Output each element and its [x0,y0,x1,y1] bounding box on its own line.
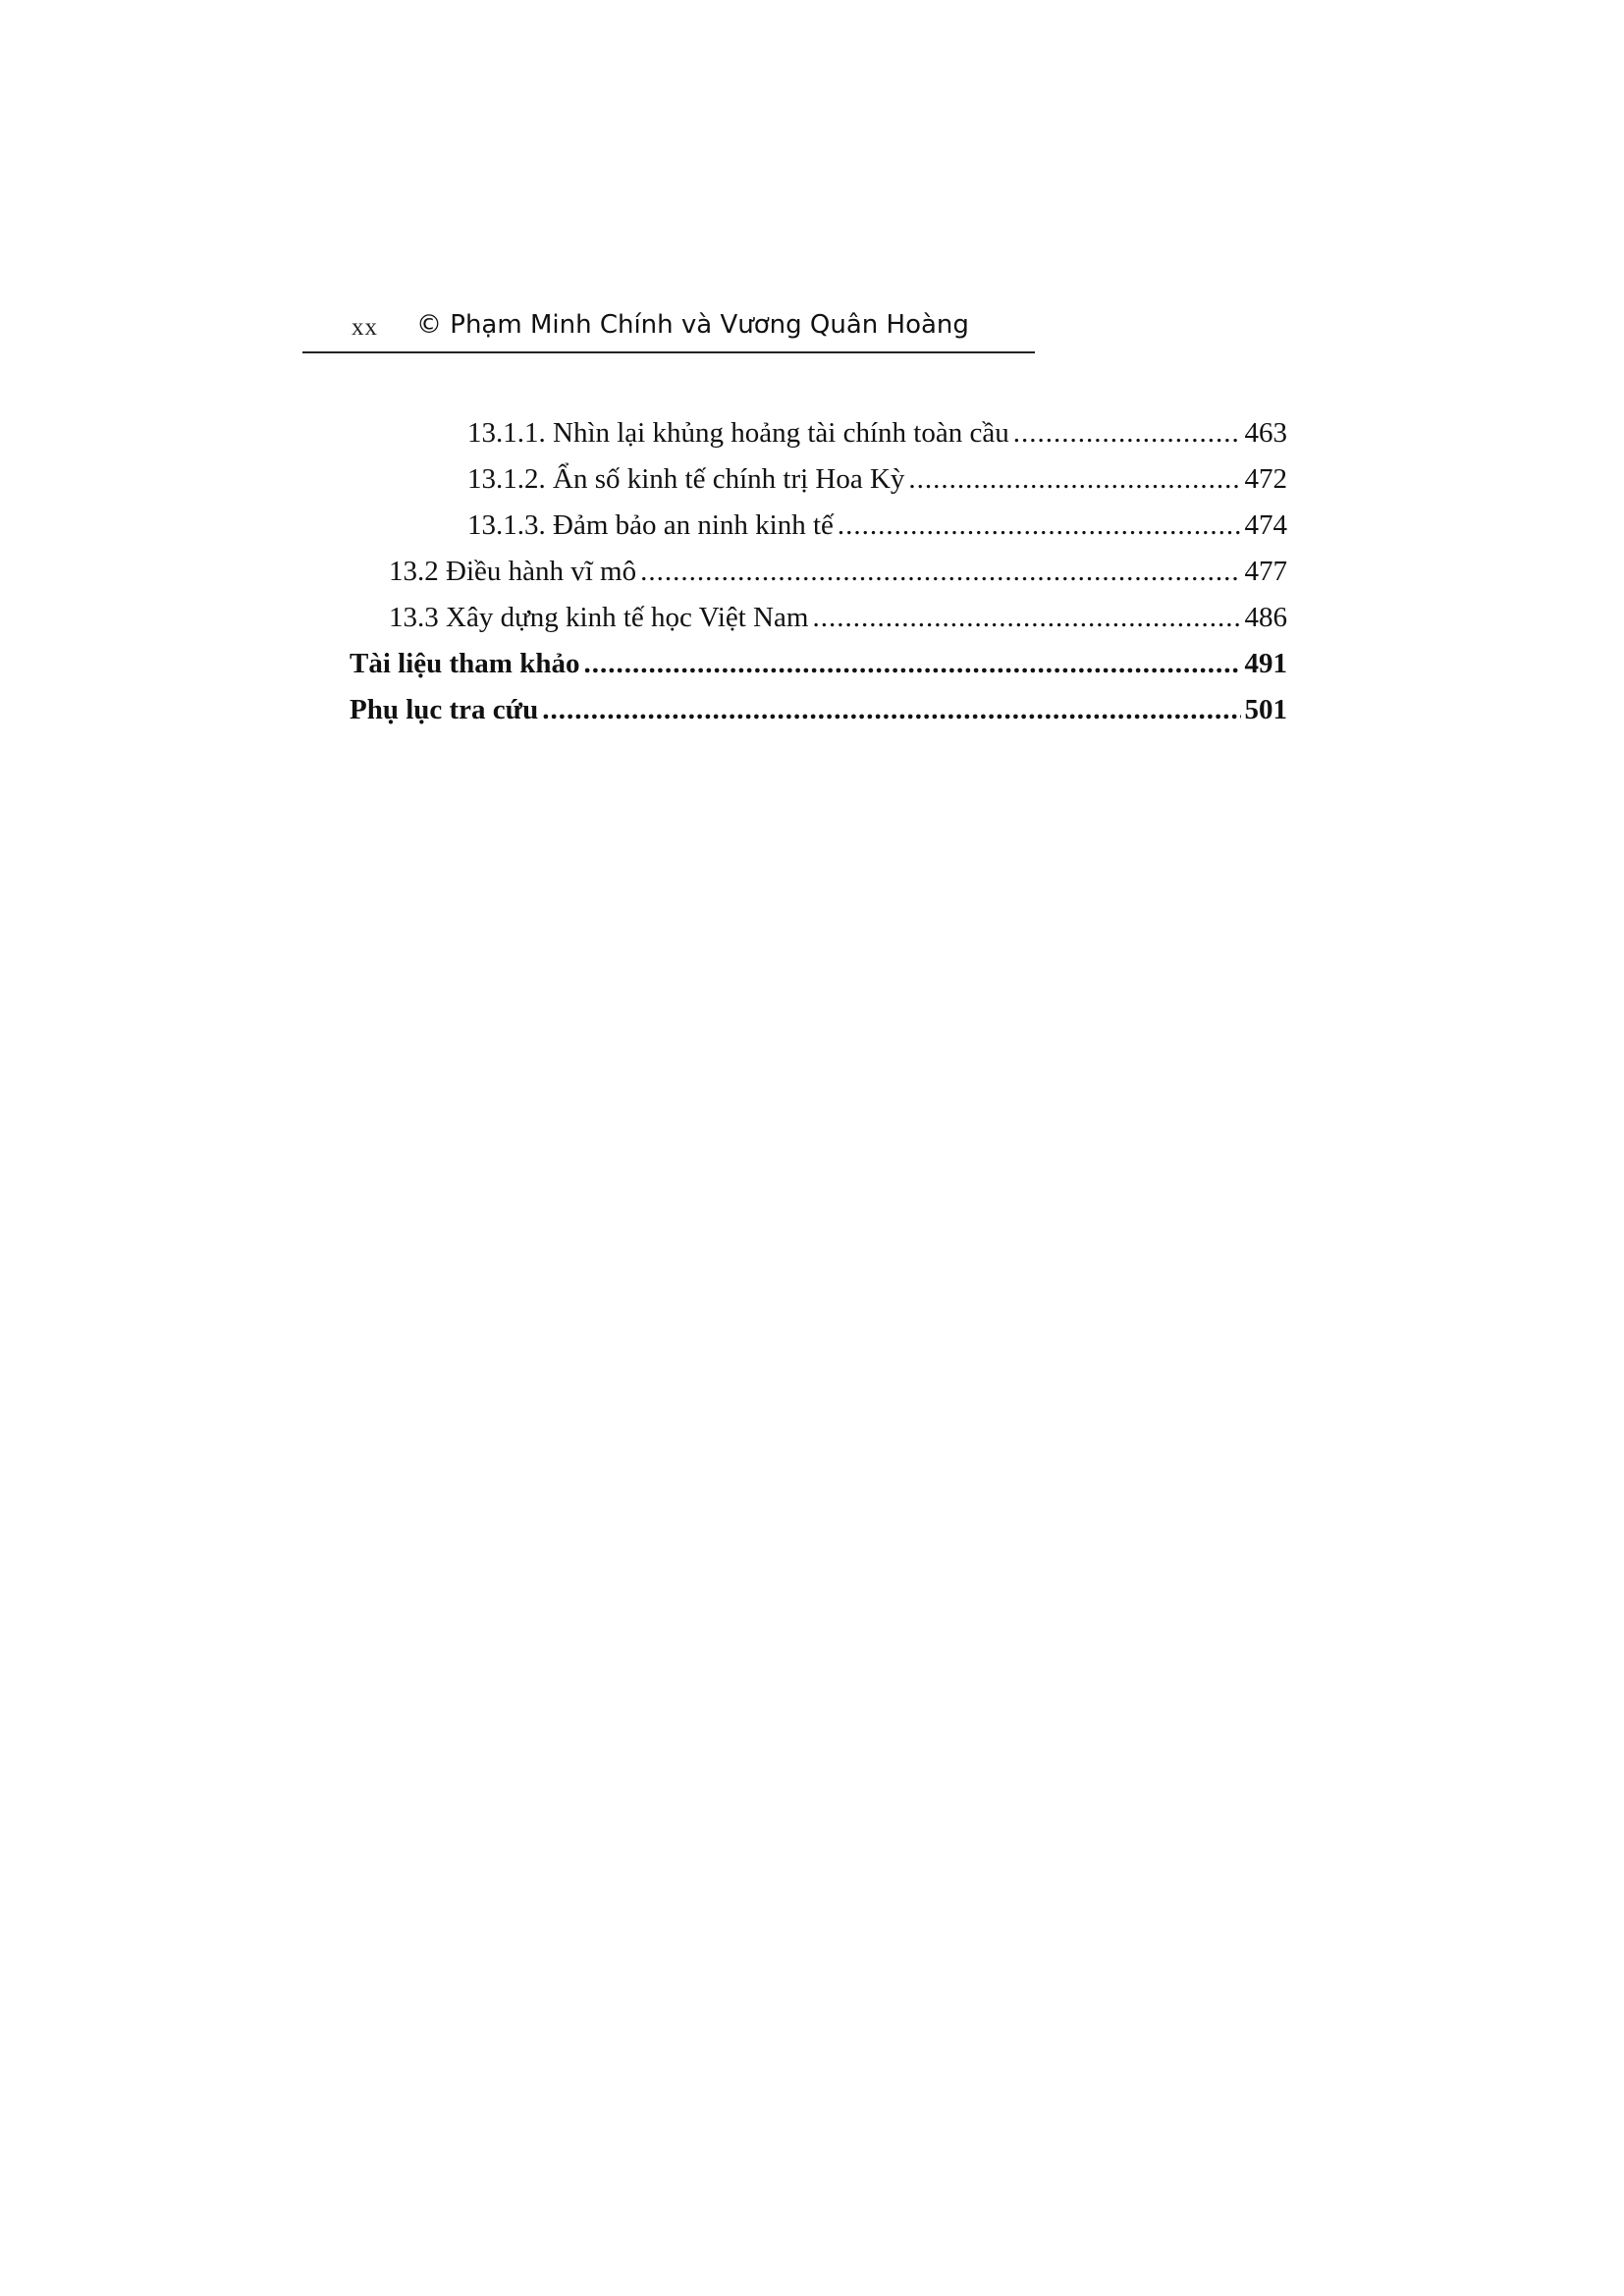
toc-entry-page: 463 [1244,417,1287,449]
toc-entry-title: 13.1.1. Nhìn lại khủng hoảng tài chính toàn cầu [467,417,1009,449]
toc-entry-page: 486 [1244,602,1287,633]
toc-dot-leader [542,687,1240,733]
toc-dot-leader [838,503,1241,549]
toc-dot-leader [1013,410,1241,456]
toc-entry-title: 13.3 Xây dựng kinh tế học Việt Nam [389,602,809,633]
toc-entry-title: 13.1.2. Ẩn số kinh tế chính trị Hoa Kỳ [467,463,905,495]
toc-entry-page: 501 [1244,694,1287,725]
toc-entry-title: Tài liệu tham khảo [350,648,580,679]
toc-entry-title: 13.1.3. Đảm bảo an ninh kinh tế [467,509,834,541]
toc-entry-page: 474 [1244,509,1287,541]
page-number: xx [352,314,378,341]
running-header [302,310,1035,353]
toc-entry[interactable] [350,456,1287,503]
toc-entry-title: 13.2 Điều hành vĩ mô [389,556,637,587]
toc-entry[interactable] [350,410,1287,456]
toc-dot-leader [812,595,1240,641]
toc-entry[interactable] [350,595,1287,641]
toc-dot-leader [583,641,1240,687]
toc-entry-title: Phụ lục tra cứu [350,694,539,725]
toc-dot-leader [640,549,1240,595]
toc-entry[interactable] [350,503,1287,549]
toc-entry[interactable] [350,641,1287,687]
table-of-contents [350,410,1287,733]
toc-dot-leader [908,456,1240,503]
toc-entry[interactable] [350,549,1287,595]
toc-entry[interactable] [350,687,1287,733]
toc-entry-page: 491 [1244,648,1287,679]
toc-entry-page: 472 [1244,463,1287,495]
toc-entry-page: 477 [1244,556,1287,587]
header-title: © Phạm Minh Chính và Vương Quân Hoàng [416,310,969,340]
